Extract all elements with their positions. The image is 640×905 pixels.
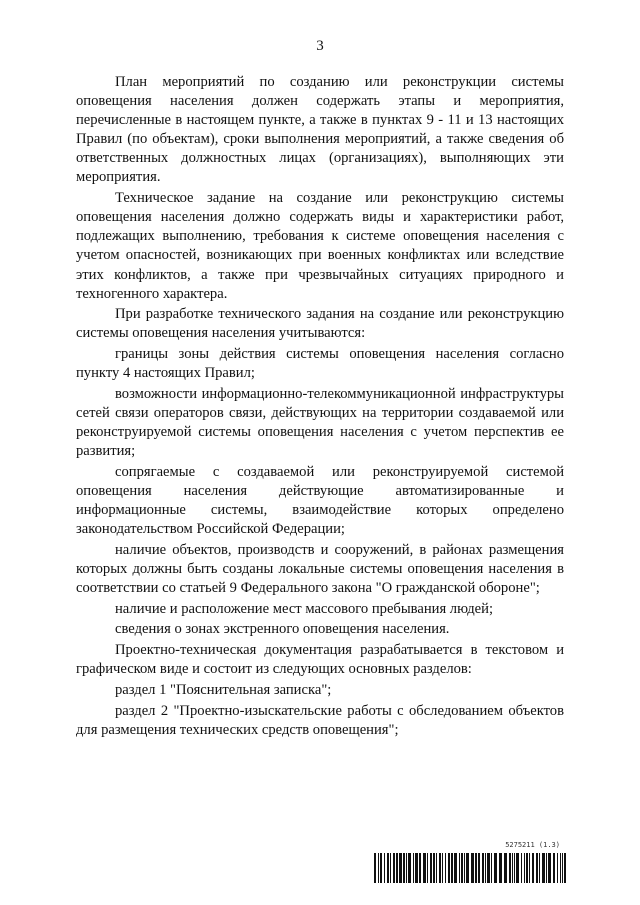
list-item-infrastructure: возможности информационно-телекоммуникационной инфраструктуры сетей связи операторов связи, действующих на территории создаваемой или реконструируемой системы оповещения населения с учетом перспектив ее развития; [76, 385, 564, 460]
list-item-objects-facilities: наличие объектов, производств и сооружений, в районах размещения которых должны быть созданы локальные системы оповещения населения в соответствии со статьей 9 Федерального закона "О гражданской обороне"; [76, 541, 564, 596]
list-item-section-2: раздел 2 "Проектно-изыскательские работы с обследованием объектов для размещения технических средств оповещения"; [76, 702, 564, 738]
paragraph-design-documentation: Проектно-техническая документация разрабатывается в текстовом и графическом виде и состоит из следующих основных разделов: [76, 642, 564, 678]
document-body [76, 73, 564, 741]
list-item-linked-systems: сопрягаемые с создаваемой или реконструируемой системой оповещения населения действующие автоматизированные и информационные системы, взаимодействие которых определено законодательством Российской Федерации; [76, 463, 564, 538]
barcode-icon [374, 853, 566, 883]
paragraph-technical-task: Техническое задание на создание или реконструкцию системы оповещения населения должно содержать виды и характеристики работ, подлежащих выполнению, требования к системе оповещения населения с учетом опасностей, возникающих при военных конфликтах или вследствие этих конфликтов, а также при чрезвычайных ситуациях природного и техногенного характера. [76, 190, 564, 302]
barcode-block [374, 841, 566, 885]
barcode-id: 5275211 (1.3) [505, 841, 560, 849]
list-item-zone-boundaries: границы зоны действия системы оповещения населения согласно пункту 4 настоящих Правил; [76, 346, 564, 382]
list-item-emergency-zones: сведения о зонах экстренного оповещения населения. [115, 621, 450, 638]
list-item-section-1: раздел 1 "Пояснительная записка"; [115, 681, 332, 698]
page-number: 3 [316, 38, 324, 54]
paragraph-plan: План мероприятий по созданию или реконструкции системы оповещения населения должен содержать этапы и мероприятия, перечисленные в настоящем пункте, а также в пунктах 9 - 11 и 13 настоящих Правил (по объектам), сроки выполнения мероприятий, а также сведения об ответственных должностных лицах (организациях), выполняющих эти мероприятия. [76, 74, 564, 186]
list-item-mass-gathering-places: наличие и расположение мест массового пребывания людей; [115, 600, 494, 617]
paragraph-considerations-intro: При разработке технического задания на создание или реконструкцию системы оповещения населения учитываются: [76, 306, 564, 342]
